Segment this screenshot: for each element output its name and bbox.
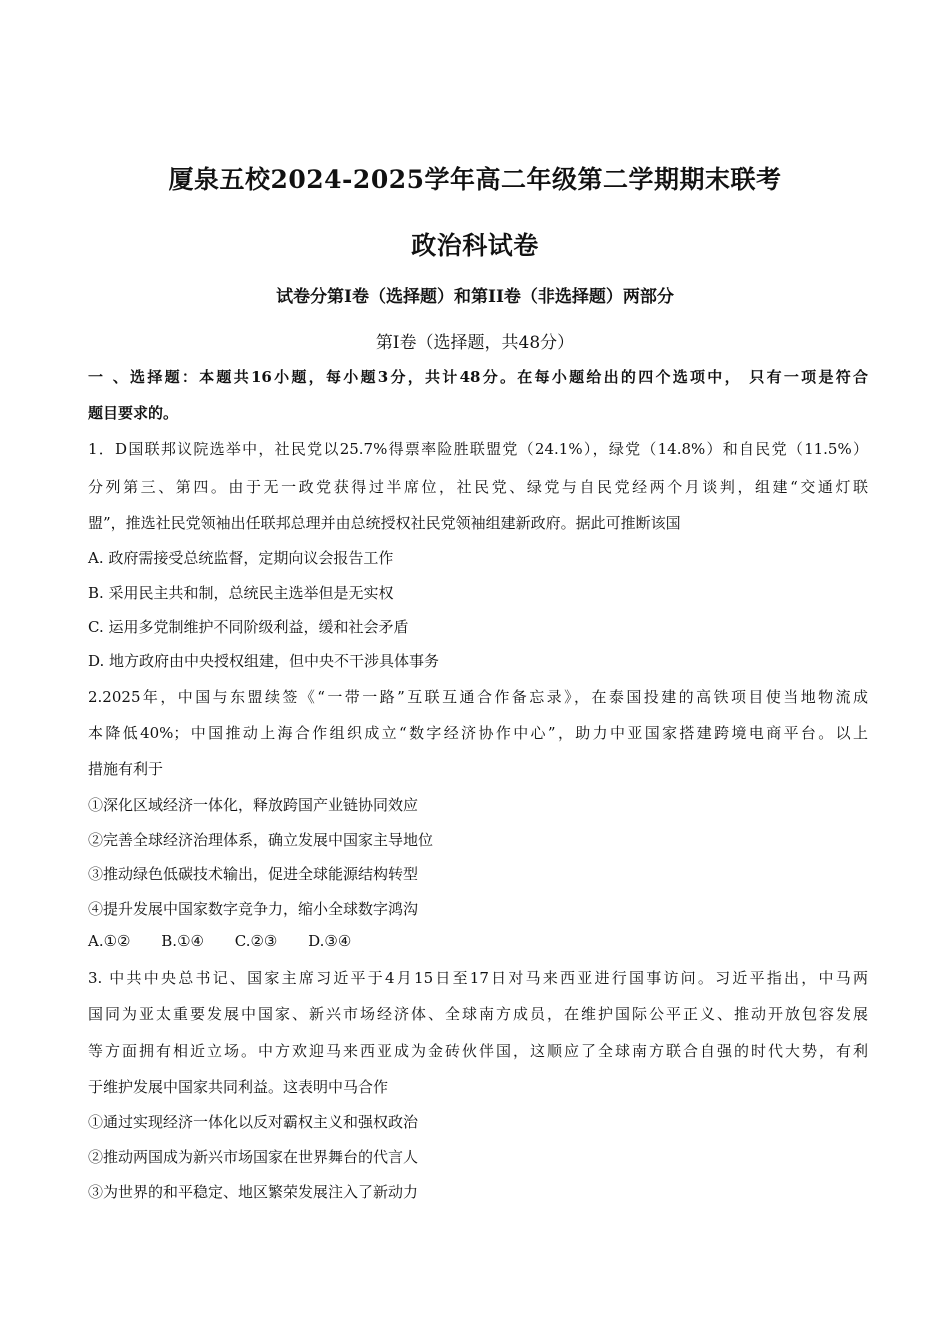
question-1-stem: 盟”，推选社民党领袖出任联邦总理并由总统授权社民党领袖组建新政府。据此可推断该国 <box>88 514 681 532</box>
question-2-statement-1: ①深化区域经济一体化，释放跨国产业链协同效应 <box>88 796 419 814</box>
question-3-stem: 3. 中共中央总书记、国家主席习近平于4月15日至17日对马来西亚进行国事访问。习近平指出，中马两 <box>88 969 868 987</box>
subject-title: 政治科试卷 <box>411 231 539 260</box>
question-3-stem: 于维护发展中国家共同利益。这表明中马合作 <box>88 1078 389 1096</box>
structure-note: 试卷分第I卷（选择题）和第II卷（非选择题）两部分 <box>276 287 674 307</box>
question-3-stem: 等方面拥有相近立场。中方欢迎马来西亚成为金砖伙伴国，这顺应了全球南方联合自强的时代大势，有利 <box>88 1042 868 1060</box>
question-1-option-c: C. 运用多党制维护不同阶级利益，缓和社会矛盾 <box>88 618 409 636</box>
question-2-choice-c: C.②③ <box>234 932 278 950</box>
question-2-choice-d: D.③④ <box>308 932 352 950</box>
question-2-statement-4: ④提升发展中国家数字竞争力，缩小全球数字鸿沟 <box>88 900 419 918</box>
question-3-statement-1: ①通过实现经济一体化以反对霸权主义和强权政治 <box>88 1113 419 1131</box>
question-1-option-b: B. 采用民主共和制，总统民主选举但是无实权 <box>88 584 394 602</box>
question-2-stem: 本降低40%；中国推动上海合作组织成立“数字经济协作中心”，助力中亚国家搭建跨境电商平台。以上 <box>88 724 868 742</box>
question-1-stem: 1．D国联邦议院选举中，社民党以25.7%得票率险胜联盟党（24.1%），绿党（14.8%）和自民党（11.5%） <box>88 440 868 458</box>
question-1-stem: 分列第三、第四。由于无一政党获得过半席位，社民党、绿党与自民党经两个月谈判，组建“交通灯联 <box>88 478 868 496</box>
question-2-choice-b: B.①④ <box>161 932 204 950</box>
question-2-choice-a: A.①② <box>88 932 131 950</box>
question-1-option-d: D. 地方政府由中央授权组建，但中央不干涉具体事务 <box>88 652 440 670</box>
exam-title: 厦泉五校2024-2025学年高二年级第二学期期末联考 <box>168 165 782 194</box>
question-2-stem: 2.2025年，中国与东盟续签《“一带一路”互联互通合作备忘录》，在泰国投建的高铁项目使当地物流成 <box>88 688 868 706</box>
question-2-statement-3: ③推动绿色低碳技术输出，促进全球能源结构转型 <box>88 865 419 883</box>
question-1-option-a: A. 政府需接受总统监督，定期向议会报告工作 <box>88 549 394 567</box>
question-3-statement-2: ②推动两国成为新兴市场国家在世界舞台的代言人 <box>88 1148 419 1166</box>
question-3-stem: 国同为亚太重要发展中国家、新兴市场经济体、全球南方成员，在维护国际公平正义、推动开放包容发展 <box>88 1005 868 1023</box>
question-2-choices <box>88 932 377 950</box>
part1-label: 第I卷（选择题，共48分） <box>375 333 575 353</box>
question-3-statement-3: ③为世界的和平稳定、地区繁荣发展注入了新动力 <box>88 1183 419 1201</box>
section-instruction-cont: 题目要求的。 <box>88 404 179 422</box>
question-2-stem: 措施有利于 <box>88 760 164 778</box>
section-instruction: 一 、选择题：本题共16小题，每小题3分，共计48分。在每小题给出的四个选项中， 只有一项是符合 <box>88 368 868 386</box>
question-2-statement-2: ②完善全球经济治理体系，确立发展中国家主导地位 <box>88 831 434 849</box>
